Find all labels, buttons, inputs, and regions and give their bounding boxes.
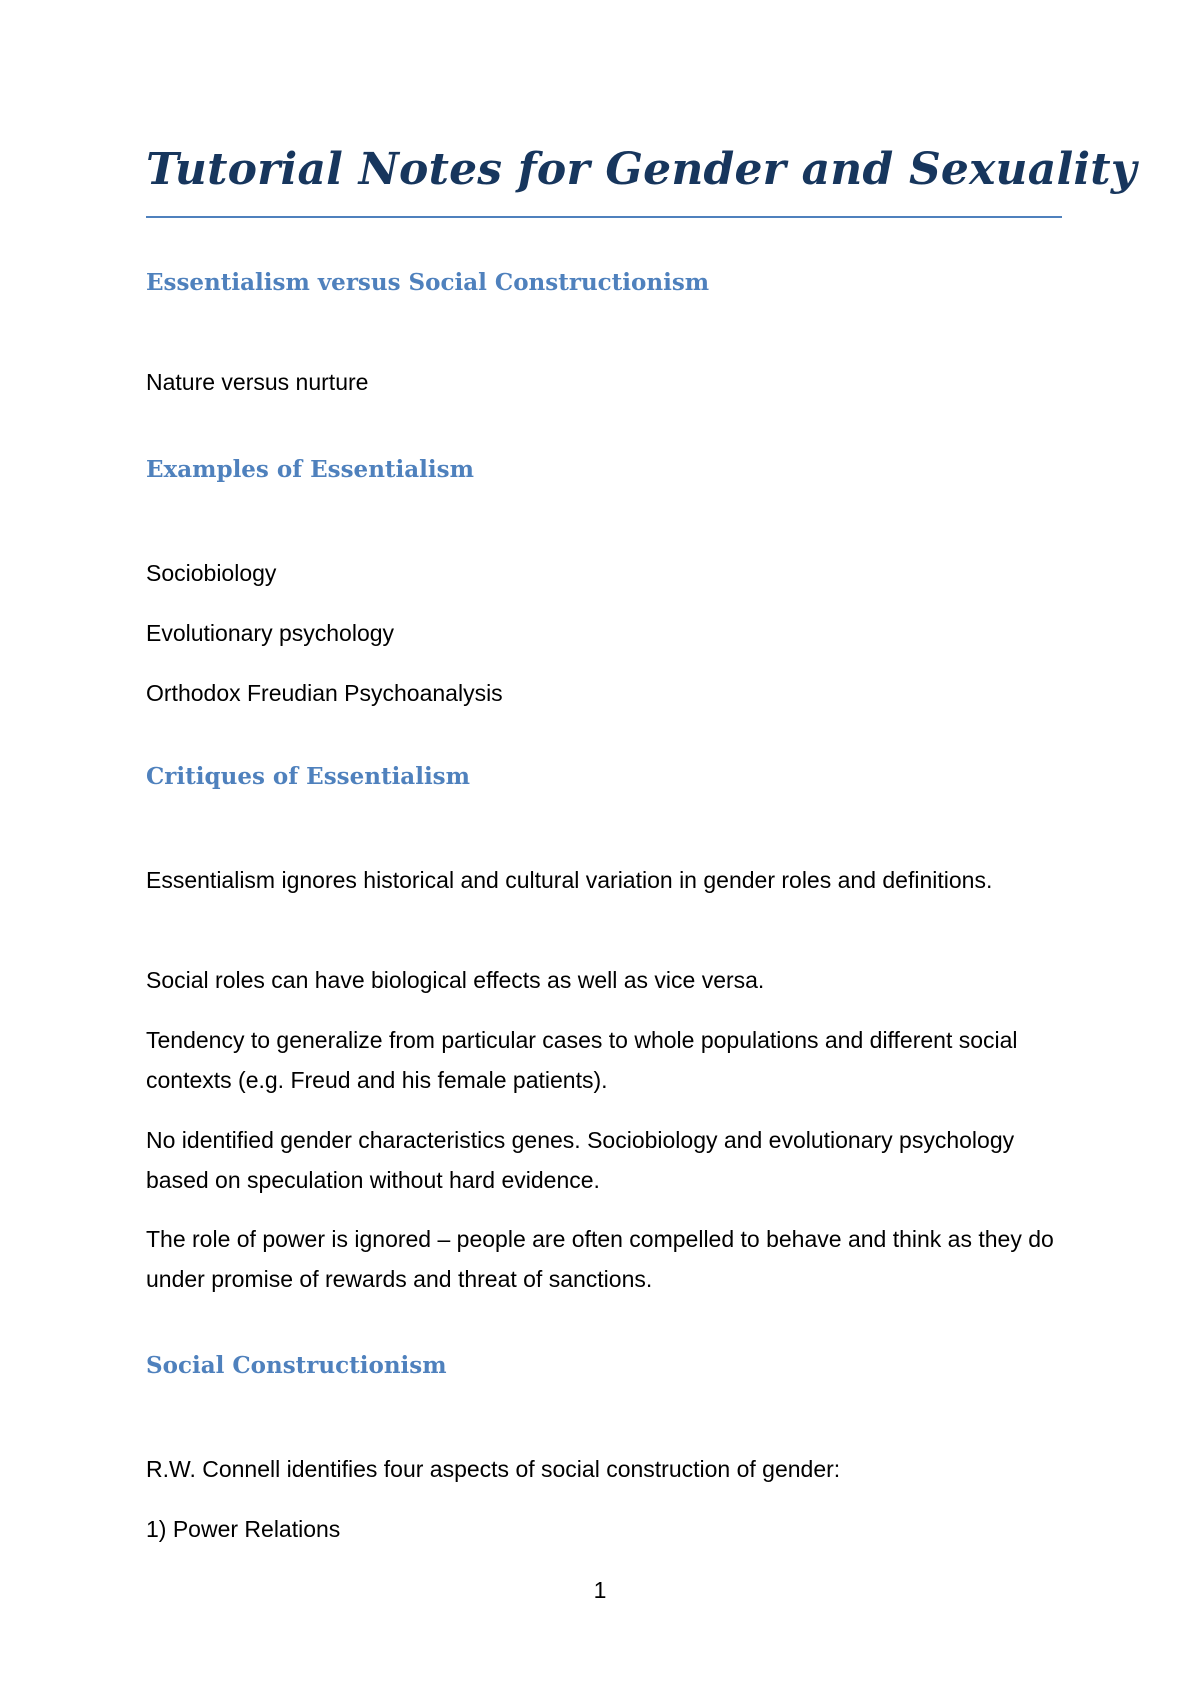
section-heading-examples-of-essentialism: Examples of Essentialism bbox=[146, 456, 474, 483]
paragraph: Social roles can have biological effects as well as vice versa. bbox=[146, 967, 765, 993]
list-item: Sociobiology bbox=[146, 560, 277, 586]
section-heading-social-constructionism: Social Constructionism bbox=[146, 1352, 447, 1379]
page-number: 1 bbox=[593, 1577, 607, 1603]
paragraph: R.W. Connell identifies four aspects of social construction of gender: bbox=[146, 1456, 841, 1482]
list-item: Evolutionary psychology bbox=[146, 620, 395, 646]
title-underline bbox=[146, 216, 1062, 218]
paragraph: Nature versus nurture bbox=[146, 369, 369, 395]
document-title: Tutorial Notes for Gender and Sexuality bbox=[146, 144, 1137, 195]
paragraph: Tendency to generalize from particular cases to whole populations and different social contexts (e.g. Freud and his female patients). bbox=[146, 1027, 1018, 1093]
paragraph: Essentialism ignores historical and cultural variation in gender roles and definitions. bbox=[146, 867, 993, 893]
paragraph: The role of power is ignored – people are often compelled to behave and think as they do under promise of rewards and threat of sanctions. bbox=[146, 1226, 1054, 1292]
paragraph: No identified gender characteristics genes. Sociobiology and evolutionary psychology based on speculation without hard evidence. bbox=[146, 1127, 1015, 1193]
section-heading-critiques-of-essentialism: Critiques of Essentialism bbox=[146, 763, 470, 790]
section-heading-essentialism-vs-constructionism: Essentialism versus Social Constructionism bbox=[146, 269, 710, 296]
list-item: Orthodox Freudian Psychoanalysis bbox=[146, 680, 503, 706]
list-item: 1) Power Relations bbox=[146, 1516, 341, 1542]
